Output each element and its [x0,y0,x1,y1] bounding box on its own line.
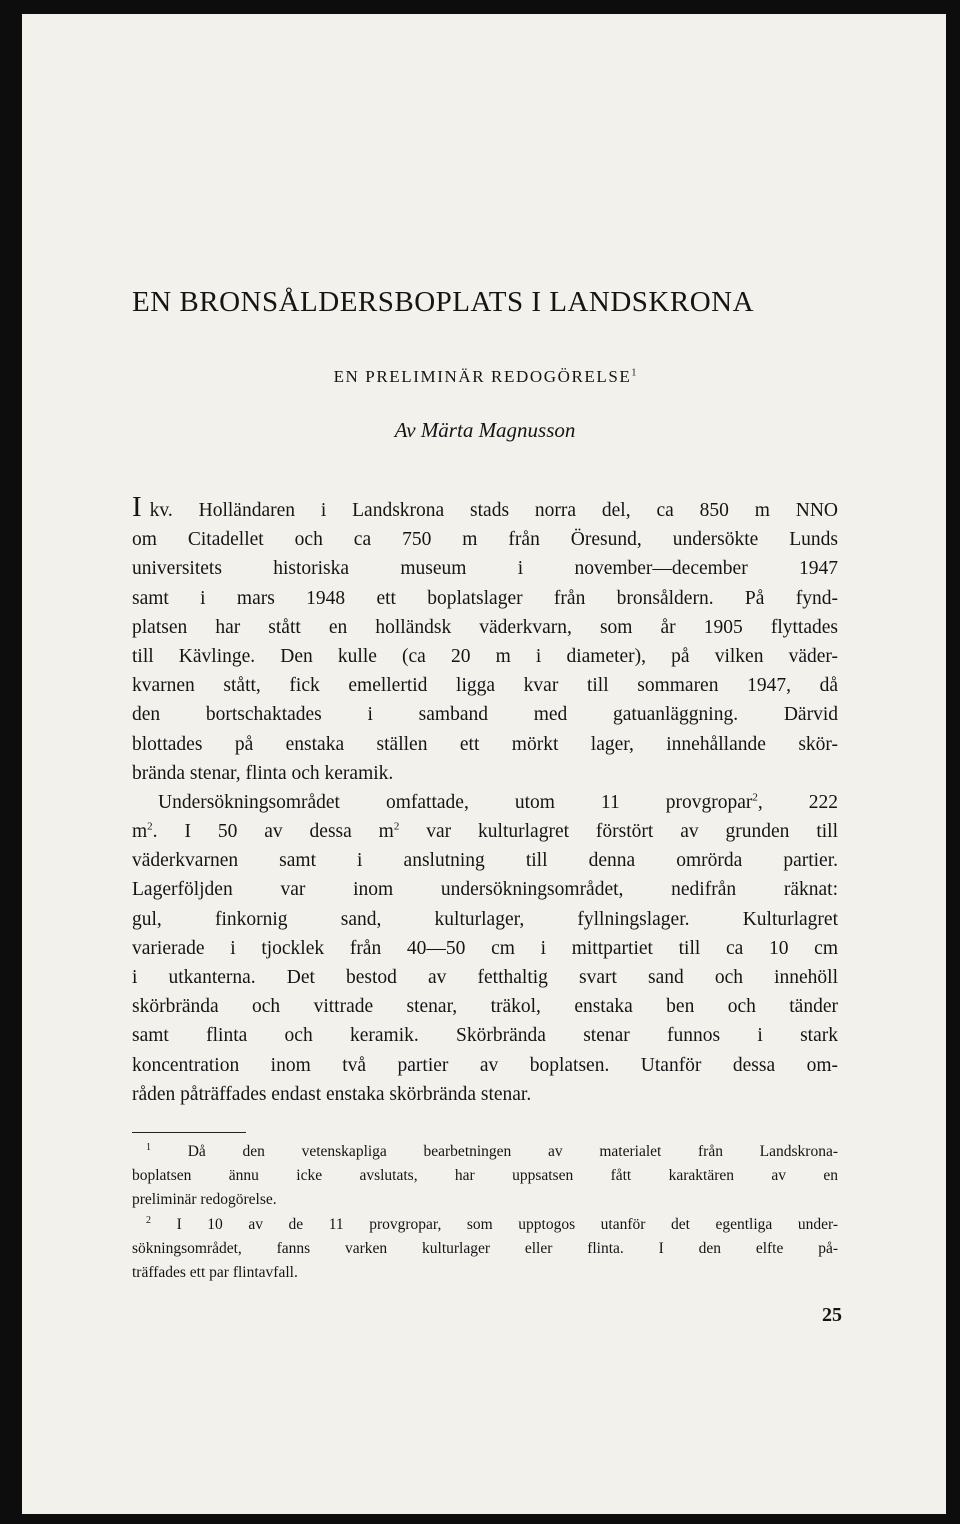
body-line: skörbrända och vittrade stenar, träkol, enstaka ben och tänder [132,996,838,1018]
footnote-divider [132,1132,246,1133]
p2-line1-text: Undersökningsområdet omfattade, utom 11 provgropar [158,791,753,813]
p2-line2-b: . I 50 av dessa m [152,821,394,843]
body-line [132,788,838,817]
body-line: om Citadellet och ca 750 m från Öresund, undersökte Lunds [132,529,838,551]
drop-cap: I [132,491,142,523]
body-line: koncentration inom två partier av boplatsen. Utanför dessa om- [132,1054,838,1076]
body-line: universitets historiska museum i november—december 1947 [132,558,838,580]
superscript-2: 2 [393,820,400,833]
body-line: kvarnen stått, fick emellertid ligga kvar till sommaren 1947, då [132,675,838,697]
body-line: den bortschaktades i samband med gatuanläggning. Därvid [132,704,838,726]
article-subtitle [132,367,838,387]
body-line: till Kävlinge. Den kulle (ca 20 m i diameter), på vilken väder- [132,645,838,667]
footnote-2-mark: 2 [146,1214,151,1226]
body-line: gul, finkornig sand, kulturlager, fyllningslager. Kulturlagret [132,908,838,930]
body-line: samt i mars 1948 ett boplatslager från bronsåldern. På fynd- [132,587,838,609]
footnote-1-text: Då den vetenskapliga bearbetningen av materialet från Landskrona- [187,1143,839,1160]
body-line: i utkanterna. Det bestod av fetthaltig svart sand och innehöll [132,967,838,988]
footnotes [132,1140,838,1285]
body-line [132,817,838,846]
footnote-1-line: preliminär redogörelse. [132,1191,277,1209]
footnote-2-text: I 10 av de 11 provgropar, som upptogos utanför det egentliga under- [176,1215,838,1233]
author-byline: Av Märta Magnusson [394,418,576,442]
body-line: varierade i tjocklek från 40—50 cm i mittpartiet till ca 10 cm [132,937,838,959]
footnote-2-line: träffades ett par flintavfall. [132,1263,298,1281]
body-text [132,491,839,1109]
p2-line1-tail: , 222 [757,791,838,813]
body-line: samt flinta och keramik. Skörbrända stenar funnos i stark [132,1025,838,1047]
body-line: Lagerföljden var inom undersökningsområdet, nedifrån räknat: [132,879,838,901]
page-number: 25 [822,1304,842,1326]
subtitle-text: EN PRELIMINÄR REDOGÖRELSE [333,367,632,386]
footnote-2-line: sökningsområdet, fanns varken kulturlager eller flinta. I den elfte på- [132,1239,838,1257]
body-line: råden påträffades endast enstaka skörbrända stenar. [132,1083,532,1105]
body-line: brända stenar, flinta och keramik. [132,762,394,784]
p2-line2-c: var kulturlagret förstört av grunden till [399,821,839,843]
footnote-1-line: boplatsen ännu icke avslutats, har uppsatsen fått karaktären av en [132,1167,838,1185]
page-sheet [22,14,946,1514]
superscript-2: 2 [147,820,153,833]
body-line: blottades på enstaka ställen ett mörkt lager, innehållande skör- [132,733,838,755]
body-line: platsen har stått en holländsk väderkvarn, som år 1905 flyttades [132,616,838,638]
footnote-1-line [132,1140,838,1164]
footnote-2-line [132,1213,838,1237]
body-line [132,491,838,525]
footnote-ref-2: 2 [752,791,758,804]
body-first-line: kv. Holländaren i Landskrona stads norra del, ca 850 m NNO [149,500,838,521]
footnote-1-mark: 1 [146,1141,151,1153]
body-line: väderkvarnen samt i anslutning till denna omrörda partier. [132,850,838,872]
p2-line2-a: m [132,821,148,843]
footnote-ref-1: 1 [631,367,637,379]
article-title: EN BRONSÅLDERSBOPLATS I LANDSKRONA [132,286,755,318]
